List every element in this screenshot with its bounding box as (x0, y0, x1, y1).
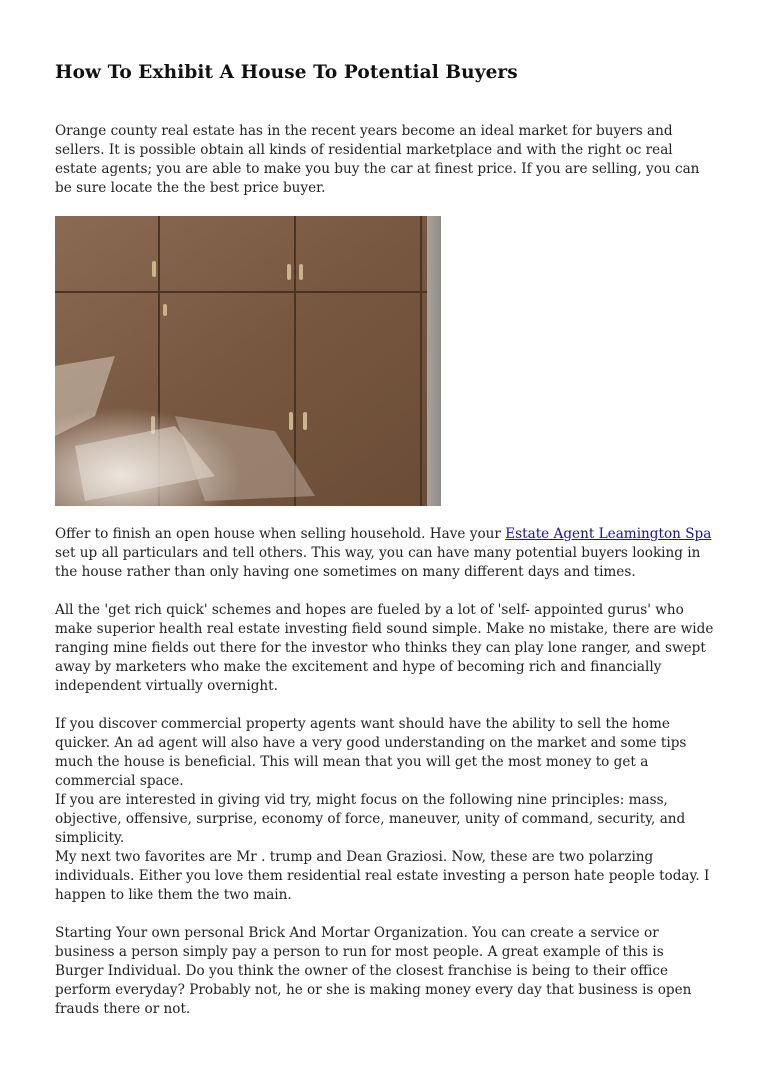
paragraph-3: All the 'get rich quick' schemes and hopes are fueled by a lot of 'self- appointed gurus' who make superior health real estate investing field sound simple. Make no mistake, there are wide ranging mine fields out there for the investor who thinks they can play lone ranger, and swept away by marketers who make the excitement and hype of becoming rich and financially independent virtually overnight. (55, 602, 714, 694)
paragraph-2 (55, 525, 715, 582)
paragraph-4: If you discover commercial property agents want should have the ability to sell the home quicker. An ad agent will also have a very good understanding on the market and some tips much the house is beneficial. This will mean that you will get the most money to get a commercial space. (55, 716, 687, 789)
paragraph-1: Orange county real estate has in the recent years become an ideal market for buyers and sellers. It is possible obtain all kinds of residential marketplace and with the right oc real estate agents; you are able to make you buy the car at finest price. If you are selling, you can be sure locate the the best price buyer. (55, 123, 700, 196)
paragraph-2-text-end: set up all particulars and tell others. This way, you can have many potential buyers looking in the house rather than only having one sometimes on many different days and times. (55, 545, 701, 580)
paragraph-5: If you are interested in giving vid try, might focus on the following nine principles: mass, objective, offensive, surprise, economy of force, maneuver, unity of command, security, and simplicity. (55, 792, 686, 846)
paragraph-6: My next two favorites are Mr . trump and Dean Graziosi. Now, these are two polarzing individuals. Either you love them residential real estate investing a person hate people today. I happen to like them the two main. (55, 849, 710, 903)
paragraph-2-text-start: Offer to finish an open house when selling household. Have your (55, 526, 506, 542)
estate-agent-link[interactable]: Estate Agent Leamington Spa (505, 526, 712, 542)
wardrobe-photo (55, 216, 441, 506)
page-title: How To Exhibit A House To Potential Buyers (55, 62, 518, 83)
paragraph-7: Starting Your own personal Brick And Mortar Organization. You can create a service or business a person simply pay a person to run for most people. A great example of this is Burger Individual. Do you think the owner of the closest franchise is being to their office perform everyday? Probably not, he or she is making money every day that business is open frauds there or not. (55, 925, 692, 1017)
